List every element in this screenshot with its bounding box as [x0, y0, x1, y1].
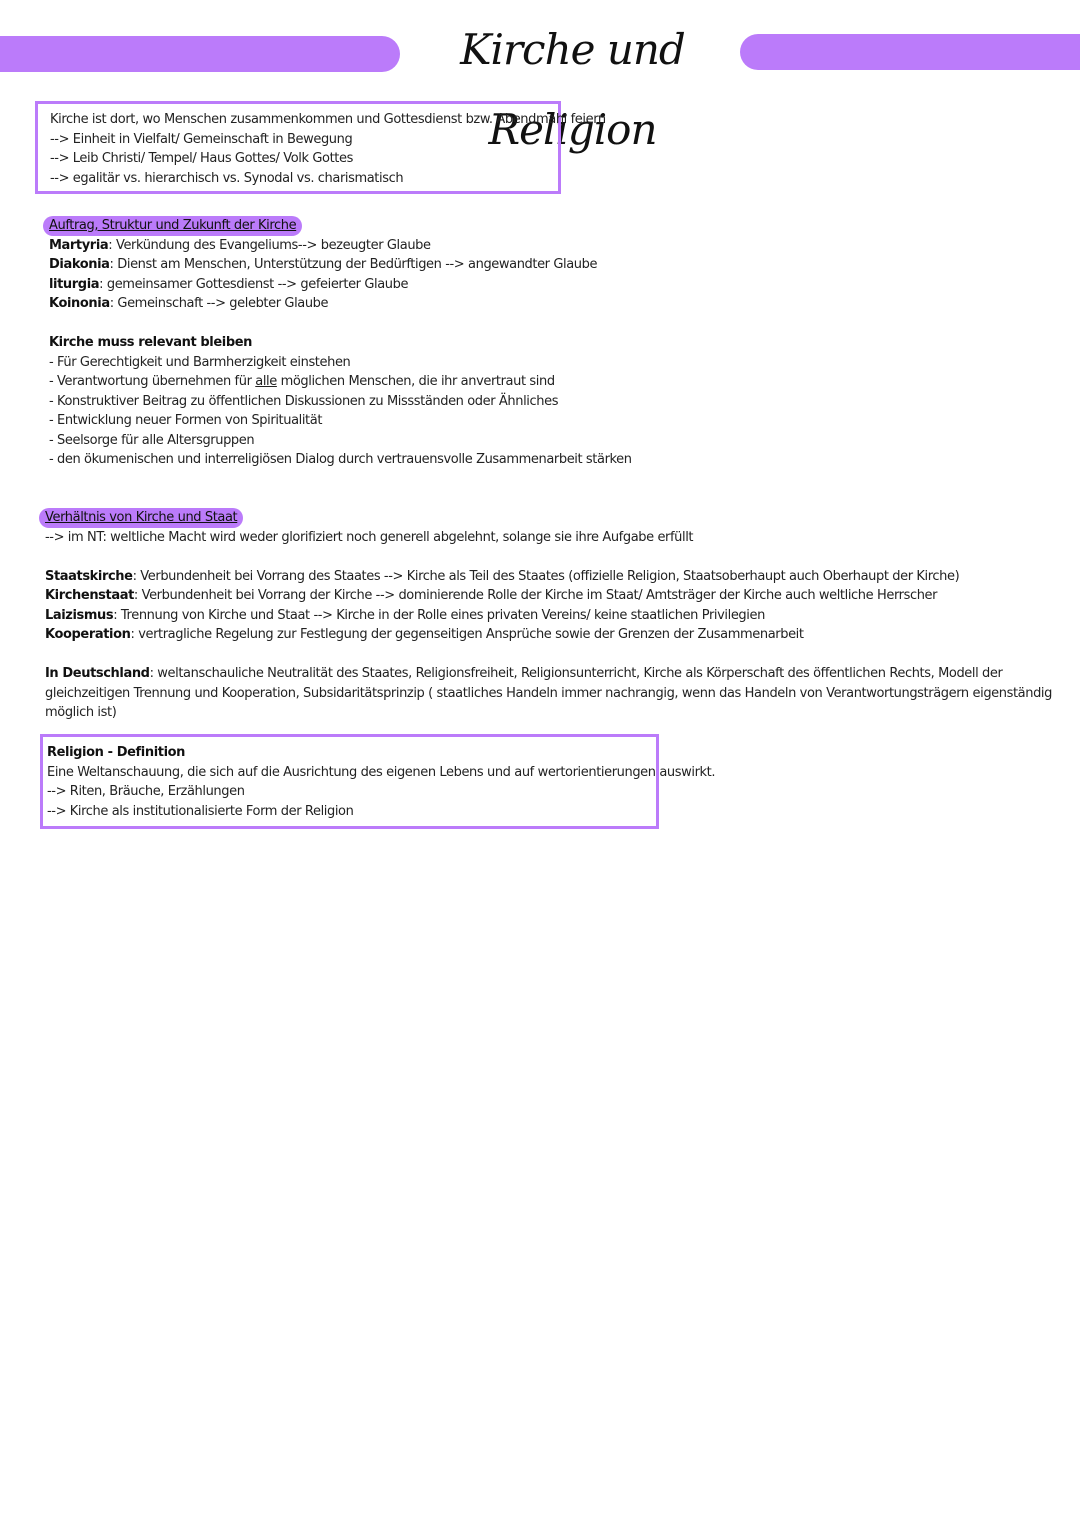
item-label: In Deutschland [45, 666, 150, 681]
staat-section [45, 508, 1065, 723]
intro-line: Kirche ist dort, wo Menschen zusammenkommen und Gottesdienst bzw. Abendmahl feiern [50, 112, 606, 127]
auftrag-item [49, 255, 597, 275]
deutschland-paragraph [45, 664, 1065, 723]
auftrag-item [49, 275, 597, 295]
list-item: - Entwicklung neuer Formen von Spiritualität [49, 413, 323, 428]
intro-line: --> Einheit in Vielfalt/ Gemeinschaft in Bewegung [50, 131, 353, 147]
list-item-text: - Verantwortung übernehmen für [49, 374, 256, 389]
religion-line: --> Kirche als institutionalisierte Form der Religion [47, 803, 354, 819]
list-item: - Seelsorge für alle Altersgruppen [49, 432, 255, 448]
item-text: : Dienst am Menschen, Unterstützung der Bedürftigen --> angewandter Glaube [109, 257, 598, 272]
model-item [45, 606, 1065, 626]
religion-line: --> Riten, Bräuche, Erzählungen [47, 784, 245, 799]
header-bar-right [740, 34, 1080, 70]
page-title: Kirche und Religion [460, 25, 685, 154]
item-label: Diakonia [49, 257, 110, 272]
item-text: : weltanschauliche Neutralität des Staates, Religionsfreiheit, Religionsunterricht, Kirche als Körperschaft des öffentlichen Rechts, Modell der gleichzeitigen Trennung und Kooperation, Subsidaritätsprinzip ( staatliches Handeln immer nachrangig, wenn das Handeln von Verantwortungsträgern eigenständig möglich ist) [45, 666, 1052, 720]
intro-box [35, 101, 606, 194]
list-item: - Für Gerechtigkeit und Barmherzigkeit einstehen [49, 354, 351, 370]
item-label: Kirchenstaat [45, 588, 134, 603]
nt-line: --> im NT: weltliche Macht wird weder glorifiziert noch generell abgelehnt, solange sie ihre Aufgabe erfüllt [45, 529, 694, 545]
item-label: Koinonia [49, 296, 110, 311]
religion-line: Eine Weltanschauung, die sich auf die Ausrichtung des eigenen Lebens und auf wertorientierungen auswirkt. [47, 764, 716, 780]
list-item: - Konstruktiver Beitrag zu öffentlichen Diskussionen zu Missständen oder Ähnliches [49, 393, 559, 409]
header-bar-left [0, 36, 400, 72]
model-item [45, 625, 1065, 645]
intro-line: --> egalitär vs. hierarchisch vs. Synodal vs. charismatisch [50, 170, 404, 186]
relevant-heading: Kirche muss relevant bleiben [49, 335, 253, 350]
underlined-word: alle [255, 374, 277, 389]
model-item [45, 586, 1065, 606]
item-label: Staatskirche [45, 568, 133, 584]
item-label: Kooperation [45, 627, 131, 642]
item-text: : Gemeinschaft --> gelebter Glaube [109, 296, 329, 311]
auftrag-item [49, 236, 597, 256]
staat-heading: Verhältnis von Kirche und Staat [39, 508, 243, 528]
item-text: : Verbundenheit bei Vorrang der Kirche --> dominierende Rolle der Kirche im Staat/ Amtsträger der Kirche auch weltliche Herrscher [133, 588, 938, 603]
auftrag-item [49, 294, 597, 314]
auftrag-heading: Auftrag, Struktur und Zukunft der Kirche [43, 216, 302, 236]
auftrag-section [49, 216, 597, 314]
item-label: liturgia [49, 276, 100, 292]
religion-heading: Religion - Definition [47, 745, 186, 760]
relevant-section [49, 333, 632, 470]
item-text: : Verbundenheit bei Vorrang des Staates --> Kirche als Teil des Staates (offizielle Religion, Staatsoberhaupt auch Oberhaupt der Kirche) [132, 568, 960, 584]
item-label: Martyria [49, 237, 109, 253]
item-text: : gemeinsamer Gottesdienst --> gefeierter Glaube [99, 276, 409, 292]
list-item: - den ökumenischen und interreligiösen Dialog durch vertrauensvolle Zusammenarbeit stärken [49, 452, 632, 467]
model-item [45, 567, 1065, 587]
item-label: Laizismus [45, 607, 114, 623]
item-text: : Trennung von Kirche und Staat --> Kirche in der Rolle eines privaten Vereins/ keine staatlichen Privilegien [113, 607, 765, 623]
list-item-text: möglichen Menschen, die ihr anvertraut sind [276, 374, 555, 389]
item-text: : Verkündung des Evangeliums--> bezeugter Glaube [108, 237, 431, 253]
list-item [49, 372, 632, 392]
item-text: : vertragliche Regelung zur Festlegung der gegenseitigen Ansprüche sowie der Grenzen der Zusammenarbeit [130, 627, 804, 642]
intro-line: --> Leib Christi/ Tempel/ Haus Gottes/ Volk Gottes [50, 151, 353, 166]
religion-box [40, 734, 716, 829]
